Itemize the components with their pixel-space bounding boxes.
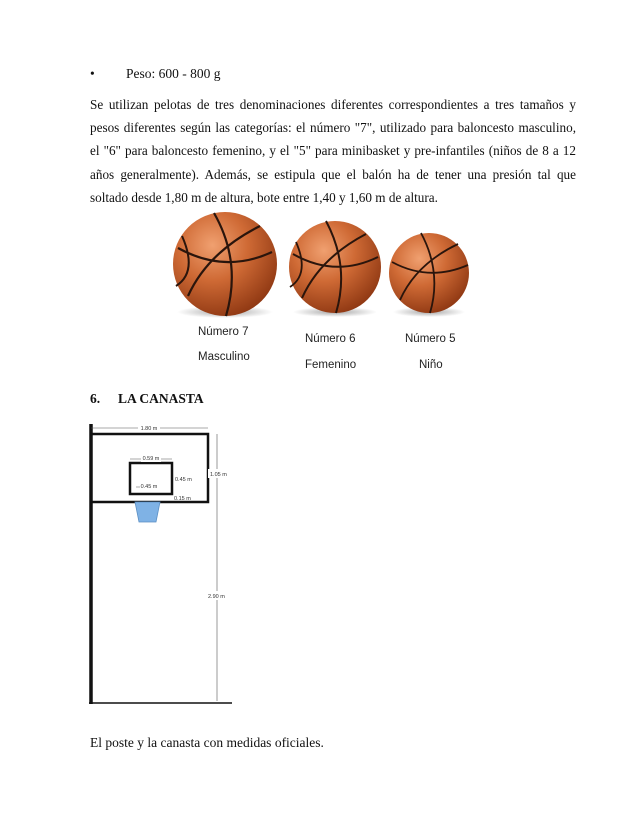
basket-diagram [80,418,250,708]
rim-net [135,502,160,522]
section-number: 6. [90,391,101,406]
ball-number-5 [389,233,469,317]
dim-rim-diameter: 0.45 m [140,484,158,490]
section-heading [90,391,204,407]
ball-6-category: Femenino [305,359,357,371]
dim-pole-height: 2.90 m [208,594,225,600]
section-title: LA CANASTA [118,391,204,406]
dim-backboard-width: 1.80 m [140,426,158,432]
ball-number-6 [289,221,381,317]
dim-rim-offset: 0.15 m [174,496,191,502]
bullet-symbol: • [90,66,95,81]
bullet-text: Peso: 600 - 800 g [126,66,221,81]
dim-square-height: 0.45 m [175,477,192,483]
body-paragraph: Se utilizan pelotas de tres denominaciones diferentes correspondientes a tres tamaños y pesos diferentes según las categorías: el número "7", utilizado para baloncesto masculino, el "6" para baloncesto femenino, y el "5" para minibasket y pre-infantiles (niños de 8 a 12 años generalmente). Además, se estipula que el balón ha de tener una presión tal que soltado desde 1,80 m de altura, bote entre 1,40 y 1,60 m de altura. [90,97,576,205]
backboard [91,434,208,502]
ball-5-number: Número 5 [405,333,456,345]
ball-5-category: Niño [419,359,443,371]
basketballs-image [168,212,478,322]
ball-number-7 [173,212,277,318]
ball-7-category: Masculino [198,351,250,363]
ball-7-number: Número 7 [198,326,249,338]
dim-square-width: 0.59 m [142,456,160,462]
ball-6-number: Número 6 [305,333,356,345]
diagram-caption: El poste y la canasta con medidas oficiales. [90,735,324,750]
dim-backboard-height: 1.05 m [210,472,227,478]
